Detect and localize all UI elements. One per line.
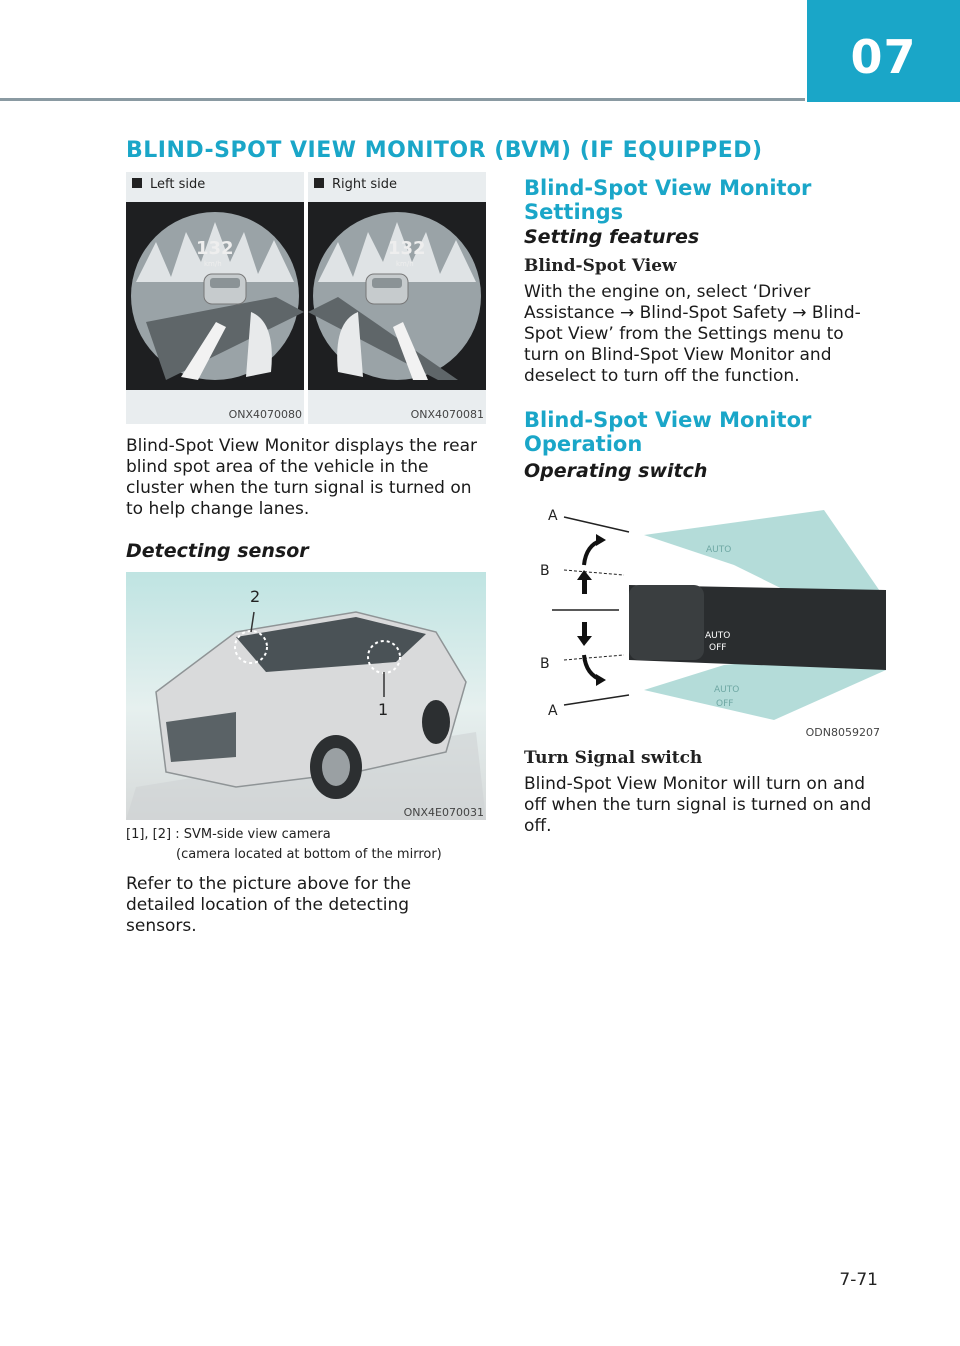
svg-text:B: B — [540, 563, 550, 579]
turn-signal-paragraph: Blind-Spot View Monitor will turn on and off when the turn signal is turned on and off. — [524, 774, 872, 836]
intro-paragraph: Blind-Spot View Monitor displays the rear blind spot area of the vehicle in the cluster when the turn signal is turned on to help change lanes. — [126, 436, 478, 519]
setting-features-heading: Setting features — [524, 226, 700, 248]
svg-text:2: 2 — [250, 587, 261, 606]
svg-text:132: 132 — [196, 238, 234, 259]
square-bullet-icon — [314, 178, 324, 188]
switch-figure-code: ODN8059207 — [805, 726, 880, 739]
camera-note-line1: [1], [2] : SVM-side view camera — [126, 827, 331, 842]
vehicle-sensor-figure — [126, 572, 486, 820]
chapter-number: 07 — [850, 30, 917, 84]
svg-text:132: 132 — [388, 238, 426, 259]
settings-paragraph: With the engine on, select ‘Driver Assistance → Blind-Spot Safety → Blind-Spot View’ from the Settings menu to turn on Blind-Spot View Monitor and deselect to turn off the function. — [524, 282, 861, 386]
turn-signal-switch-image — [524, 490, 886, 740]
page-number: 7-71 — [839, 1270, 878, 1290]
fig-left-label: Left side — [150, 177, 206, 192]
svg-text:AUTO: AUTO — [706, 545, 732, 555]
svg-text:AUTO: AUTO — [714, 685, 740, 695]
refer-paragraph: Refer to the picture above for the detailed location of the detecting sensors. — [126, 874, 412, 936]
svg-text:AUTO: AUTO — [705, 631, 731, 641]
vehicle-image — [126, 572, 486, 820]
fig-left-code: ONX4070080 — [228, 408, 302, 421]
blind-spot-view-subheading: Blind-Spot View — [524, 256, 677, 276]
square-bullet-icon — [132, 178, 142, 188]
svg-text:A: A — [548, 703, 558, 719]
camera-note-line2: (camera located at bottom of the mirror) — [176, 847, 442, 862]
section-title: BLIND-SPOT VIEW MONITOR (BVM) (IF EQUIPPED) — [126, 138, 763, 163]
svg-text:km/h: km/h — [204, 260, 222, 268]
header-rule — [0, 98, 805, 101]
turn-signal-switch-figure — [524, 490, 886, 740]
settings-heading: Blind-Spot View Monitor Settings — [524, 176, 812, 224]
fig-right-code: ONX4070081 — [410, 408, 484, 421]
svg-text:OFF: OFF — [709, 643, 727, 653]
operation-heading: Blind-Spot View Monitor Operation — [524, 408, 812, 456]
svg-text:OFF: OFF — [716, 699, 734, 709]
fig-right-label: Right side — [332, 177, 397, 192]
svg-text:A: A — [548, 508, 558, 524]
car-figure-code: ONX4E070031 — [403, 806, 484, 819]
figure-left-side — [126, 172, 304, 424]
turn-signal-subheading: Turn Signal switch — [524, 748, 703, 768]
svg-text:km/h: km/h — [396, 260, 414, 268]
operating-switch-heading: Operating switch — [524, 460, 708, 482]
svg-text:B: B — [540, 656, 550, 672]
figure-right-side — [308, 172, 486, 424]
detecting-sensor-heading: Detecting sensor — [126, 540, 309, 562]
svg-text:1: 1 — [378, 700, 389, 719]
